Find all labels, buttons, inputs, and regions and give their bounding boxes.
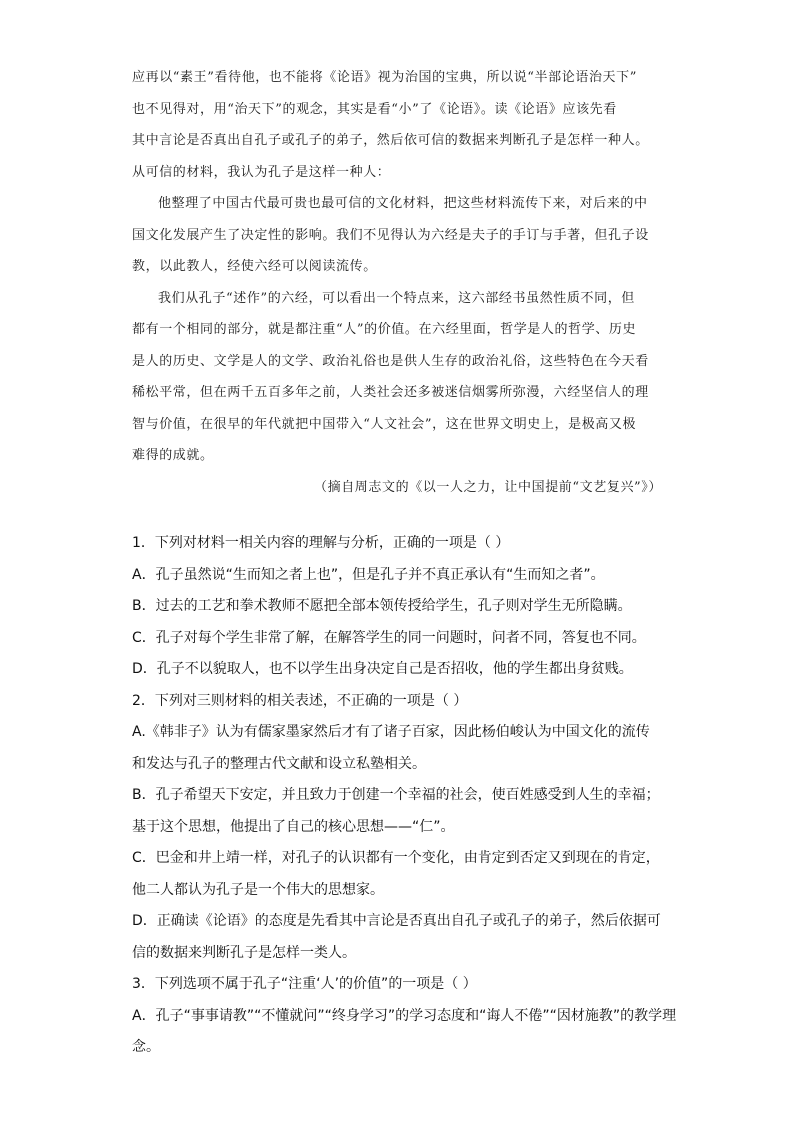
question-2-option-c: C．巴金和井上靖一样，对孔子的认识都有一个变化，由肯定到否定又到现在的肯定， xyxy=(132,850,660,866)
passage-source: （摘自周志文的《以一人之力，让中国提前“文艺复兴”》） xyxy=(314,479,662,495)
question-list xyxy=(132,528,677,1064)
question-3-option-a: A．孔子“事事请教”“不懂就问”“终身学习”的学习态度和“诲人不倦”“因材施教”的教学理 xyxy=(132,1007,677,1024)
passage-line: 其中言论是否真出自孔子或孔子的弟子，然后依可信的数据来判断孔子是怎样一种人。 xyxy=(132,133,649,148)
passage-line: 也不见得对，用“治天下”的观念，其实是看“小”了《论语》。读《论语》应该先看 xyxy=(132,101,617,117)
passage-line: 从可信的材料，我认为孔子是这样一种人： xyxy=(132,164,391,180)
question-1-option-b: B．过去的工艺和拳术教师不愿把全部本领传授给学生，孔子则对学生无所隐瞒。 xyxy=(132,598,632,614)
question-1-option-d: D．孔子不以貌取人，也不以学生出身决定自己是否招收，他的学生都出身贫贱。 xyxy=(132,661,633,677)
question-1-option-c: C．孔子对每个学生非常了解，在解答学生的同一问题时，问者不同，答复也不同。 xyxy=(132,629,646,646)
passage-line: 他整理了中国古代最可贵也最可信的文化材料，把这些材料流传下来，对后来的中 xyxy=(158,196,648,211)
reading-passage xyxy=(132,62,672,503)
question-3-stem: 3．下列选项不属于孔子“注重‘人’的价值”的一项是（ ） xyxy=(132,976,477,992)
question-2-option-b: B．孔子希望天下安定，并且致力于创建一个幸福的社会，使百姓感受到人生的幸福； xyxy=(132,787,660,803)
question-3-option-a-cont: 念。 xyxy=(132,1039,160,1055)
question-2-option-d-cont: 信的数据来判断孔子是怎样一类人。 xyxy=(132,944,356,961)
question-2-option-c-cont: 他二人都认为孔子是一个伟大的思想家。 xyxy=(132,881,384,898)
passage-line: 我们从孔子“述作”的六经，可以看出一个特点来，这六部经书虽然性质不同，但 xyxy=(158,290,635,306)
passage-line: 都有一个相同的部分，就是都注重“人”的价值。在六经里面，哲学是人的哲学、历史 xyxy=(132,322,637,337)
passage-line: 是人的历史、文学是人的文学、政治礼俗也是供人生存的政治礼俗，这些特色在今天看 xyxy=(132,353,649,369)
passage-line: 应再以“素王”看待他，也不能将《论语》视为治国的宝典，所以说“半部论语治天下” xyxy=(132,70,637,85)
question-1-stem: 1．下列对材料一相关内容的理解与分析，正确的一项是（ ） xyxy=(132,535,510,551)
passage-line: 智与价值，在很早的年代就把中国带入“人文社会”，这在世界文明史上，是极高又极 xyxy=(132,416,637,432)
passage-line: 国文化发展产生了决定性的影响。我们不见得认为六经是夫子的手订与手著，但孔子设 xyxy=(132,227,649,243)
question-2-option-a: A.《韩非子》认为有儒家墨家然后才有了诸子百家，因此杨伯峻认为中国文化的流传 xyxy=(132,724,650,740)
question-2-option-d: D．正确读《论语》的态度是先看其中言论是否真出自孔子或孔子的弟子，然后依据可 xyxy=(132,913,661,929)
passage-line: 稀松平常，但在两千五百多年之前，人类社会还多被迷信烟雾所弥漫，六经坚信人的理 xyxy=(132,385,649,400)
question-2-stem: 2．下列对三则材料的相关表述，不正确的一项是（ ） xyxy=(132,692,468,709)
question-2-option-b-cont: 基于这个思想，他提出了自己的核心思想——“仁”。 xyxy=(132,818,455,835)
question-2-option-a-cont: 和发达与孔子的整理古代文献和设立私塾相关。 xyxy=(132,755,426,772)
passage-line: 难得的成就。 xyxy=(132,448,214,463)
question-1-option-a: A．孔子虽然说“生而知之者上也”，但是孔子并不真正承认有“生而知之者”。 xyxy=(132,566,605,583)
passage-line: 教，以此教人，经使六经可以阅读流传。 xyxy=(132,259,377,274)
